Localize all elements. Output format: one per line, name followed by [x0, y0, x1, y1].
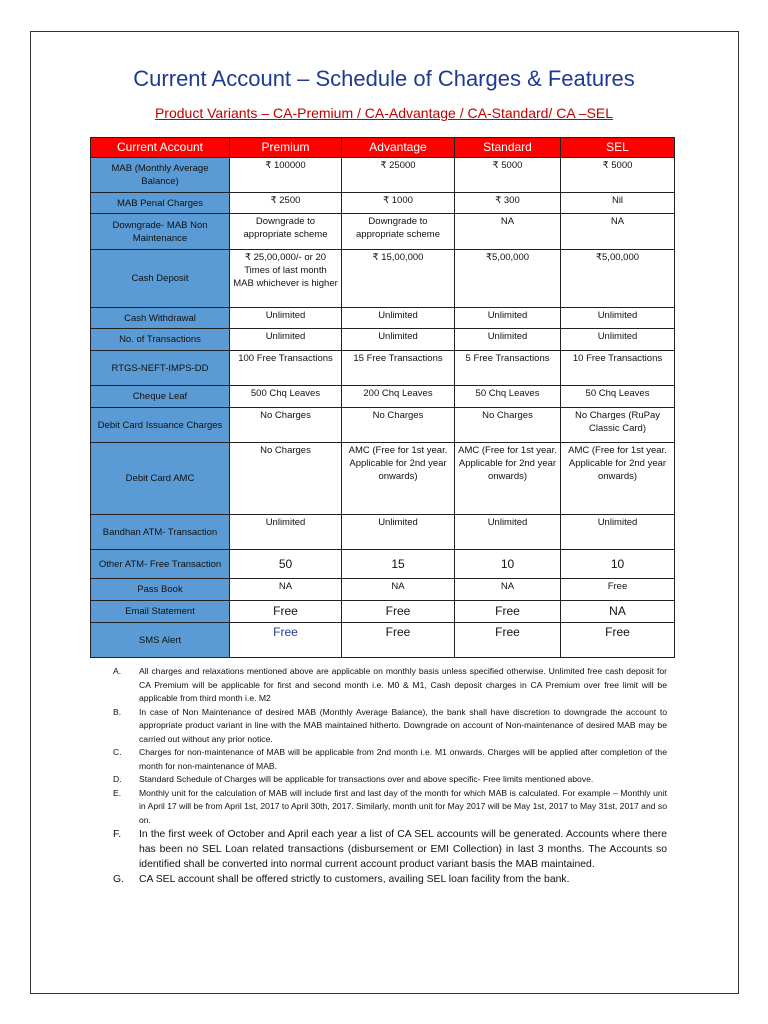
table-cell: ₹ 25,00,000/- or 20 Times of last month MAB whichever is higher	[230, 250, 342, 308]
table-cell: Nil	[561, 193, 675, 214]
table-cell: 50	[230, 550, 342, 579]
table-cell: NA	[561, 214, 675, 250]
row-label: Cash Withdrawal	[91, 308, 230, 329]
table-cell: Unlimited	[230, 515, 342, 550]
list-item	[113, 665, 667, 706]
table-row	[91, 550, 675, 579]
list-item	[113, 746, 667, 773]
charges-table	[90, 137, 675, 658]
table-cell: 200 Chq Leaves	[342, 386, 455, 408]
table-cell: Unlimited	[455, 515, 561, 550]
row-label: Cheque Leaf	[91, 386, 230, 408]
table-cell: ₹ 5000	[561, 158, 675, 193]
note-text: Standard Schedule of Charges will be applicable for transactions over and above specific- Free limits mentioned above.	[139, 774, 594, 784]
table-cell: Free	[561, 579, 675, 601]
table-header-row	[91, 138, 675, 158]
table-cell: ₹ 300	[455, 193, 561, 214]
table-cell: NA	[342, 579, 455, 601]
table-cell: 50 Chq Leaves	[455, 386, 561, 408]
table-cell: Free	[342, 623, 455, 658]
note-marker: A.	[113, 666, 122, 676]
table-cell: 10 Free Transactions	[561, 351, 675, 386]
table-row	[91, 623, 675, 658]
row-label: Debit Card AMC	[91, 443, 230, 515]
table-cell: AMC (Free for 1st year. Applicable for 2nd year onwards)	[561, 443, 675, 515]
table-cell: Unlimited	[342, 329, 455, 351]
note-text: In the first week of October and April each year a list of CA SEL accounts will be generated. Accounts where there has been no SEL Loan related transactions (disbursement or EMI Collection) in last 3 months. The Accounts so identified shall be converted into normal current account product variant basis the MAB maintained.	[139, 829, 667, 870]
table-cell: AMC (Free for 1st year. Applicable for 2nd year onwards)	[342, 443, 455, 515]
page-subtitle: Product Variants – CA-Premium / CA-Advantage / CA-Standard/ CA –SEL	[154, 105, 614, 121]
row-label: Bandhan ATM- Transaction	[91, 515, 230, 550]
table-cell: Unlimited	[230, 308, 342, 329]
row-label: SMS Alert	[91, 623, 230, 658]
table-cell: 15	[342, 550, 455, 579]
table-cell: Unlimited	[342, 308, 455, 329]
table-cell: 100 Free Transactions	[230, 351, 342, 386]
table-cell: 50 Chq Leaves	[561, 386, 675, 408]
table-cell: No Charges	[230, 443, 342, 515]
table-cell: Unlimited	[561, 308, 675, 329]
row-label: Pass Book	[91, 579, 230, 601]
table-cell: No Charges	[455, 408, 561, 443]
table-cell: Free	[342, 601, 455, 623]
table-row	[91, 308, 675, 329]
table-row	[91, 601, 675, 623]
table-row	[91, 443, 675, 515]
row-label: Other ATM- Free Transaction	[91, 550, 230, 579]
table-cell: No Charges	[342, 408, 455, 443]
note-marker: C.	[113, 747, 122, 757]
table-row	[91, 386, 675, 408]
table-cell: Downgrade to appropriate scheme	[342, 214, 455, 250]
row-label: RTGS-NEFT-IMPS-DD	[91, 351, 230, 386]
table-cell: Downgrade to appropriate scheme	[230, 214, 342, 250]
column-header: Current Account	[91, 138, 230, 158]
table-cell: Unlimited	[455, 308, 561, 329]
row-label: MAB Penal Charges	[91, 193, 230, 214]
row-label: Downgrade- MAB Non Maintenance	[91, 214, 230, 250]
table-row	[91, 158, 675, 193]
page-title: Current Account – Schedule of Charges & Features	[133, 66, 635, 91]
table-cell: Unlimited	[561, 515, 675, 550]
table-cell: NA	[455, 579, 561, 601]
note-text: In case of Non Maintenance of desired MAB (Monthly Average Balance), the bank shall have discretion to downgrade the account to appropriate product variant in line with the MAB maintained hitherto. Downgrade on account of Non-maintenance of desired MAB may be carried out without any prior notice.	[139, 706, 667, 744]
table-row	[91, 351, 675, 386]
table-cell: ₹5,00,000	[561, 250, 675, 308]
note-marker: D.	[113, 774, 122, 784]
row-label: No. of Transactions	[91, 329, 230, 351]
note-marker: E.	[113, 787, 122, 798]
table-cell: ₹ 15,00,000	[342, 250, 455, 308]
note-marker: F.	[113, 829, 122, 840]
list-item	[113, 827, 667, 872]
list-item	[113, 773, 667, 787]
table-cell: NA	[561, 601, 675, 623]
table-cell: ₹ 25000	[342, 158, 455, 193]
table-cell: ₹ 100000	[230, 158, 342, 193]
note-marker: G.	[113, 874, 124, 885]
table-cell: Free	[230, 623, 342, 658]
table-row	[91, 193, 675, 214]
note-text: CA SEL account shall be offered strictly to customers, availing SEL loan facility from the bank.	[139, 874, 570, 885]
note-text: Monthly unit for the calculation of MAB will include first and last day of the month for which MAB is calculated. For example – Monthly unit in April 17 will be from April 1st, 2017 to April 30th, 2017. Similarly, month unit for May 2017 will be May 1st, 2017 to May 31st, 2017 and so on.	[139, 787, 667, 825]
table-cell: Free	[455, 601, 561, 623]
table-cell: ₹5,00,000	[455, 250, 561, 308]
table-cell: Unlimited	[342, 515, 455, 550]
note-marker: B.	[113, 706, 122, 717]
row-label: Email Statement	[91, 601, 230, 623]
table-cell: Unlimited	[561, 329, 675, 351]
table-cell: ₹ 2500	[230, 193, 342, 214]
table-row	[91, 408, 675, 443]
table-cell: No Charges (RuPay Classic Card)	[561, 408, 675, 443]
table-row	[91, 250, 675, 308]
row-label: MAB (Monthly Average Balance)	[91, 158, 230, 193]
column-header: Standard	[455, 138, 561, 158]
table-cell: 500 Chq Leaves	[230, 386, 342, 408]
list-item	[113, 706, 667, 747]
column-header: Advantage	[342, 138, 455, 158]
column-header: Premium	[230, 138, 342, 158]
table-row	[91, 515, 675, 550]
table-cell: Free	[561, 623, 675, 658]
list-item	[113, 787, 667, 828]
table-cell: 15 Free Transactions	[342, 351, 455, 386]
note-text: Charges for non-maintenance of MAB will be applicable from 2nd month i.e. M1 onwards. Charges will be applied after completion of the month for non-maintenance of MAB.	[139, 747, 667, 771]
table-cell: 5 Free Transactions	[455, 351, 561, 386]
list-item	[113, 872, 667, 887]
table-cell: NA	[455, 214, 561, 250]
row-label: Cash Deposit	[91, 250, 230, 308]
notes-list	[113, 665, 667, 887]
note-text: All charges and relaxations mentioned above are applicable on monthly basis unless specified otherwise. Unlimited free cash deposit for CA Premium will be applicable for first and second month i.e. M0 & M1, Cash deposit charges in CA Premium over free limit will be applicable from third month i.e. M2	[139, 666, 667, 703]
table-row	[91, 329, 675, 351]
table-cell: ₹ 1000	[342, 193, 455, 214]
table-cell: Free	[455, 623, 561, 658]
table-cell: 10	[561, 550, 675, 579]
table-row	[91, 214, 675, 250]
table-cell: AMC (Free for 1st year. Applicable for 2nd year onwards)	[455, 443, 561, 515]
table-cell: Free	[230, 601, 342, 623]
table-cell: Unlimited	[455, 329, 561, 351]
column-header: SEL	[561, 138, 675, 158]
table-cell: ₹ 5000	[455, 158, 561, 193]
table-cell: No Charges	[230, 408, 342, 443]
table-row	[91, 579, 675, 601]
row-label: Debit Card Issuance Charges	[91, 408, 230, 443]
table-cell: 10	[455, 550, 561, 579]
table-cell: Unlimited	[230, 329, 342, 351]
table-cell: NA	[230, 579, 342, 601]
